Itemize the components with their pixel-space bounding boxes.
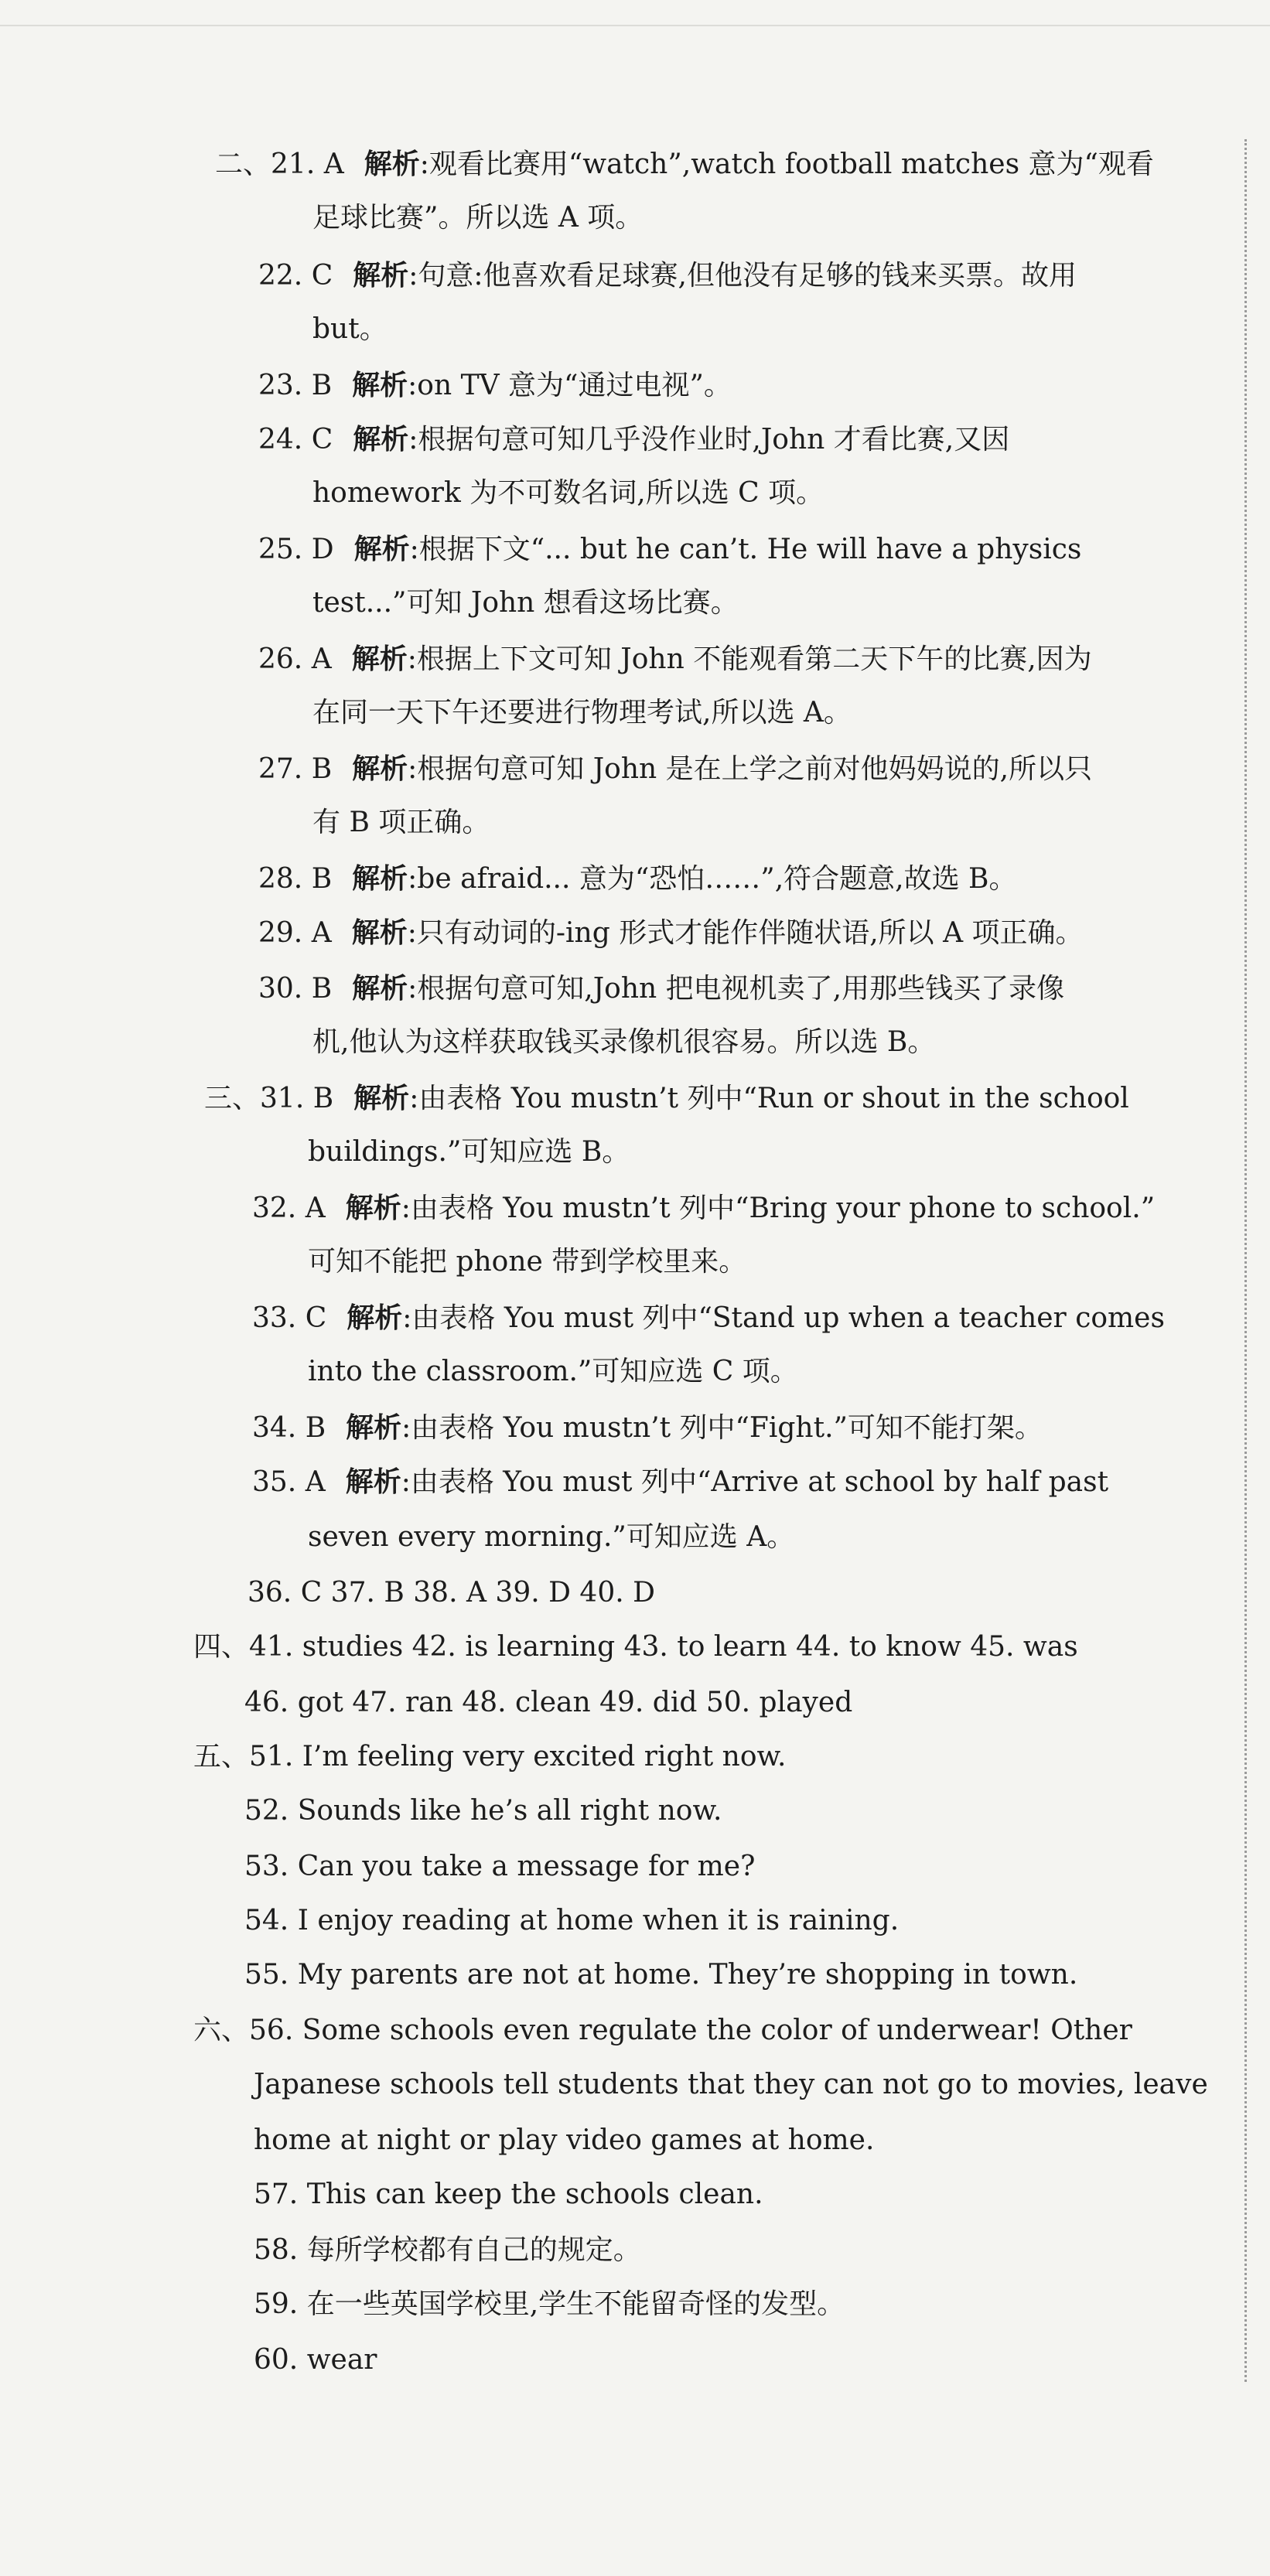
- answer-line: [258, 914, 1084, 951]
- line-text: :由表格 You mustn’t 列中“Bring your phone to school.”: [401, 1192, 1156, 1224]
- answer-line: [312, 585, 739, 622]
- answer-line: [254, 2176, 763, 2213]
- answer-line: [254, 2286, 845, 2323]
- analysis-label: 解析: [352, 862, 408, 895]
- line-text: seven every morning.”可知应选 A。: [308, 1521, 795, 1553]
- line-text: :句意:他喜欢看足球赛,但他没有足够的钱来买票。故用: [408, 260, 1077, 292]
- answer-line: [254, 2342, 377, 2379]
- answer-line: [254, 2122, 874, 2159]
- section-marker: 三、: [204, 1083, 261, 1114]
- line-text: 41. studies 42. is learning 43. to learn 44. to know 45. was: [249, 1631, 1078, 1663]
- question-number: 32. A: [252, 1192, 326, 1224]
- question-number: 34. B: [252, 1412, 326, 1444]
- answer-line: [252, 1409, 1043, 1446]
- line-text: 36. C 37. B 38. A 39. D 40. D: [248, 1577, 655, 1609]
- line-text: 52. Sounds like he’s all right now.: [244, 1795, 722, 1827]
- binding-dotted-line: [1244, 139, 1247, 2382]
- line-text: :只有动词的-ing 形式才能作伴随状语,所以 A 项正确。: [407, 917, 1084, 949]
- line-text: 51. I’m feeling very excited right now.: [249, 1741, 787, 1772]
- line-text: :由表格 You must 列中“Stand up when a teacher comes: [402, 1302, 1165, 1334]
- answer-line: [244, 1957, 1077, 1994]
- answer-line: [312, 1024, 935, 1061]
- answer-line: [312, 694, 852, 732]
- analysis-label: 解析: [352, 972, 408, 1005]
- question-number: 27. B: [258, 753, 333, 785]
- question-number: 21. A: [271, 148, 344, 180]
- line-text: 可知不能把 phone 带到学校里来。: [308, 1246, 747, 1278]
- analysis-label: 解析: [345, 1465, 401, 1498]
- answer-line: [248, 1575, 655, 1612]
- answer-line: [254, 2232, 641, 2269]
- question-number: 25. D: [258, 534, 334, 565]
- question-number: 30. B: [258, 973, 333, 1005]
- analysis-label: 解析: [353, 533, 410, 565]
- analysis-label: 解析: [352, 369, 408, 401]
- top-divider: [0, 25, 1270, 26]
- analysis-label: 解析: [353, 259, 409, 292]
- line-text: into the classroom.”可知应选 C 项。: [308, 1356, 798, 1387]
- question-number: 33. C: [252, 1302, 327, 1334]
- line-text: Japanese schools tell students that they can not go to movies, leave: [254, 2069, 1208, 2100]
- analysis-label: 解析: [345, 1192, 401, 1224]
- answer-line: [308, 1244, 746, 1281]
- line-text: but。: [312, 313, 387, 345]
- section-marker: 五、: [193, 1741, 250, 1772]
- line-text: :由表格 You mustn’t 列中“Fight.”可知不能打架。: [401, 1412, 1043, 1444]
- answer-line: [252, 1189, 1155, 1227]
- question-number: 26. A: [258, 643, 332, 675]
- answer-line: [308, 1353, 798, 1390]
- line-text: 机,他认为这样获取钱买录像机很容易。所以选 B。: [312, 1026, 936, 1058]
- section-marker: 四、: [193, 1631, 250, 1663]
- question-number: 22. C: [258, 260, 333, 292]
- question-number: 29. A: [258, 917, 332, 949]
- analysis-label: 解析: [351, 916, 408, 949]
- line-text: :由表格 You mustn’t 列中“Run or shout in the school: [409, 1083, 1129, 1114]
- question-number: 23. B: [258, 370, 333, 401]
- analysis-label: 解析: [352, 752, 408, 785]
- line-text: 足球比赛”。所以选 A 项。: [312, 202, 644, 234]
- answer-line: [215, 145, 1154, 183]
- line-text: homework 为不可数名词,所以选 C 项。: [312, 477, 824, 509]
- section-marker: 二、: [215, 148, 271, 180]
- answer-line: [244, 1902, 899, 1940]
- answer-line: [312, 311, 387, 348]
- answer-line: [252, 1463, 1108, 1500]
- question-number: 35. A: [252, 1466, 326, 1498]
- line-text: 57. This can keep the schools clean.: [254, 2179, 763, 2210]
- line-text: :on TV 意为“通过电视”。: [408, 370, 732, 401]
- line-text: 58. 每所学校都有自己的规定。: [254, 2234, 641, 2266]
- line-text: :观看比赛用“watch”,watch football matches 意为“观看: [419, 148, 1154, 180]
- question-number: 31. B: [260, 1083, 334, 1114]
- line-text: 46. got 47. ran 48. clean 49. did 50. played: [244, 1687, 853, 1718]
- answer-line: [258, 970, 1064, 1007]
- answer-line: [252, 1299, 1165, 1336]
- line-text: 60. wear: [254, 2344, 377, 2376]
- analysis-label: 解析: [346, 1411, 402, 1444]
- question-number: 24. C: [258, 424, 333, 455]
- line-text: test...”可知 John 想看这场比赛。: [312, 587, 739, 619]
- answer-line: [258, 531, 1081, 568]
- answer-line: [258, 421, 1009, 458]
- line-text: :根据句意可知 John 是在上学之前对他妈妈说的,所以只: [408, 753, 1093, 785]
- answer-line: [193, 2012, 1132, 2049]
- answer-line: [254, 2066, 1208, 2103]
- answer-line: [244, 1793, 722, 1830]
- analysis-label: 解析: [364, 148, 420, 180]
- line-text: 53. Can you take a message for me?: [244, 1851, 756, 1882]
- line-text: :根据句意可知,John 把电视机卖了,用那些钱买了录像: [408, 973, 1065, 1005]
- answer-line: [258, 640, 1092, 677]
- answer-line: [308, 1134, 630, 1171]
- analysis-label: 解析: [347, 1302, 403, 1334]
- line-text: 54. I enjoy reading at home when it is raining.: [244, 1905, 900, 1936]
- line-text: :根据上下文可知 John 不能观看第二天下午的比赛,因为: [407, 643, 1092, 675]
- answer-line: [258, 367, 732, 404]
- line-text: 56. Some schools even regulate the color of underwear! Other: [249, 2015, 1132, 2046]
- line-text: 有 B 项正确。: [312, 807, 490, 838]
- answer-line: [204, 1080, 1129, 1117]
- line-text: home at night or play video games at home.: [254, 2124, 875, 2156]
- line-text: 55. My parents are not at home. They’re shopping in town.: [244, 1959, 1078, 1991]
- analysis-label: 解析: [353, 423, 409, 455]
- answer-line: [308, 1519, 794, 1556]
- line-text: :根据下文“... but he can’t. He will have a physics: [409, 534, 1082, 565]
- analysis-label: 解析: [351, 643, 408, 675]
- question-number: 28. B: [258, 863, 333, 895]
- analysis-label: 解析: [353, 1082, 410, 1114]
- answer-line: [193, 1629, 1078, 1666]
- answer-line: [258, 257, 1077, 294]
- answer-line: [244, 1848, 755, 1885]
- line-text: :be afraid... 意为“恐怕……”,符合题意,故选 B。: [408, 863, 1017, 895]
- line-text: 在同一天下午还要进行物理考试,所以选 A。: [312, 697, 852, 728]
- answer-line: [258, 750, 1092, 787]
- answer-line: [312, 475, 824, 512]
- answer-line: [193, 1738, 786, 1776]
- line-text: :根据句意可知几乎没作业时,John 才看比赛,又因: [408, 424, 1010, 455]
- line-text: buildings.”可知应选 B。: [308, 1136, 630, 1168]
- answer-line: [244, 1684, 852, 1721]
- answer-line: [312, 804, 490, 841]
- answer-line: [312, 200, 643, 237]
- line-text: :由表格 You must 列中“Arrive at school by half past: [401, 1466, 1109, 1498]
- answer-line: [258, 860, 1016, 897]
- line-text: 59. 在一些英国学校里,学生不能留奇怪的发型。: [254, 2288, 845, 2320]
- section-marker: 六、: [193, 2015, 250, 2046]
